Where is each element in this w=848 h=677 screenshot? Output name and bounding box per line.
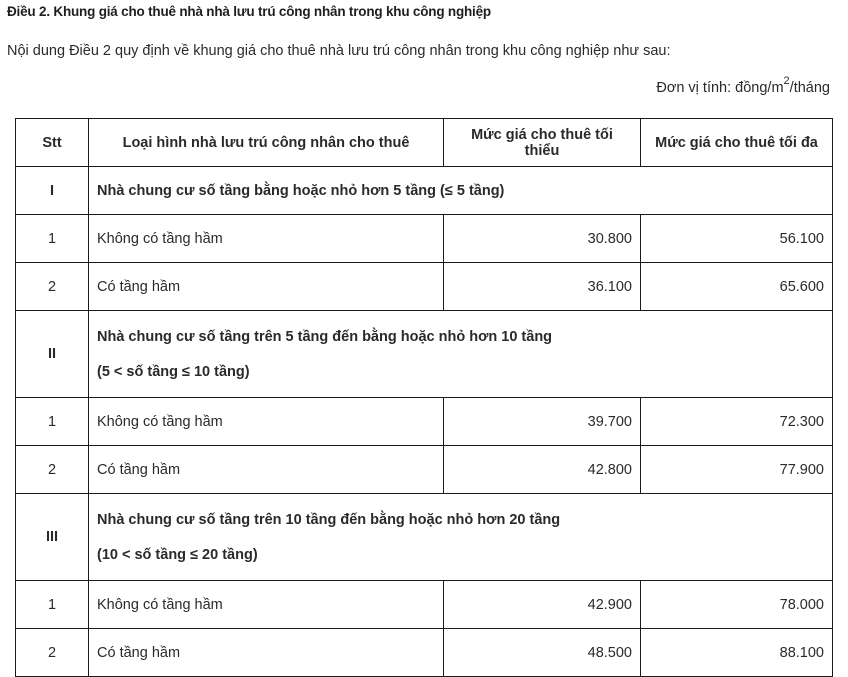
unit-superscript: 2 (783, 75, 790, 87)
table-row (16, 398, 833, 446)
unit-suffix: /tháng (789, 79, 830, 96)
row-max-price: 88.100 (641, 629, 833, 677)
row-stt: 2 (16, 629, 89, 677)
group-roman: II (16, 311, 89, 398)
group-row-1 (16, 167, 833, 215)
header-stt: Stt (16, 119, 89, 167)
row-stt: 1 (16, 215, 89, 263)
row-min-price: 36.100 (444, 263, 641, 311)
row-type: Có tầng hầm (89, 263, 444, 311)
table-row (16, 263, 833, 311)
unit-prefix: Đơn vị tính: đồng/m (656, 79, 784, 96)
row-max-price: 78.000 (641, 581, 833, 629)
row-stt: 1 (16, 398, 89, 446)
group-title-line2: (5 < số tầng ≤ 10 tầng) (97, 363, 250, 380)
row-max-price: 65.600 (641, 263, 833, 311)
group-roman: I (16, 167, 89, 215)
row-type: Không có tầng hầm (89, 581, 444, 629)
intro-paragraph: Nội dung Điều 2 quy định về khung giá cho thuê nhà lưu trú công nhân trong khu công nghiệp như sau: (7, 43, 671, 59)
unit-label (656, 77, 830, 96)
group-roman: III (16, 494, 89, 581)
price-table (15, 118, 833, 677)
group-title-line1: Nhà chung cư số tầng trên 10 tầng đến bằng hoặc nhỏ hơn 20 tầng (97, 511, 561, 528)
group-title (89, 494, 833, 581)
row-max-price: 72.300 (641, 398, 833, 446)
article-heading: Điều 2. Khung giá cho thuê nhà nhà lưu trú công nhân trong khu công nghiệp (7, 4, 491, 19)
group-title-line1: Nhà chung cư số tầng bằng hoặc nhỏ hơn 5 tầng (≤ 5 tầng) (97, 182, 505, 199)
group-row-2 (16, 311, 833, 398)
row-stt: 1 (16, 581, 89, 629)
row-min-price: 39.700 (444, 398, 641, 446)
row-min-price: 30.800 (444, 215, 641, 263)
row-max-price: 77.900 (641, 446, 833, 494)
group-title (89, 311, 833, 398)
row-type: Có tầng hầm (89, 446, 444, 494)
row-stt: 2 (16, 263, 89, 311)
table-row (16, 215, 833, 263)
table-row (16, 629, 833, 677)
header-max-price: Mức giá cho thuê tối đa (641, 119, 833, 167)
row-min-price: 48.500 (444, 629, 641, 677)
table-row (16, 581, 833, 629)
group-row-3 (16, 494, 833, 581)
header-type: Loại hình nhà lưu trú công nhân cho thuê (89, 119, 444, 167)
header-min-price: Mức giá cho thuê tối thiểu (444, 119, 641, 167)
row-type: Không có tầng hầm (89, 215, 444, 263)
row-min-price: 42.800 (444, 446, 641, 494)
table-header-row (16, 119, 833, 167)
group-title-line1: Nhà chung cư số tầng trên 5 tầng đến bằng hoặc nhỏ hơn 10 tầng (97, 328, 553, 345)
row-type: Có tầng hầm (89, 629, 444, 677)
row-max-price: 56.100 (641, 215, 833, 263)
group-title-line2: (10 < số tầng ≤ 20 tầng) (97, 546, 258, 563)
row-stt: 2 (16, 446, 89, 494)
group-title (89, 167, 833, 215)
row-min-price: 42.900 (444, 581, 641, 629)
table-row (16, 446, 833, 494)
row-type: Không có tầng hầm (89, 398, 444, 446)
